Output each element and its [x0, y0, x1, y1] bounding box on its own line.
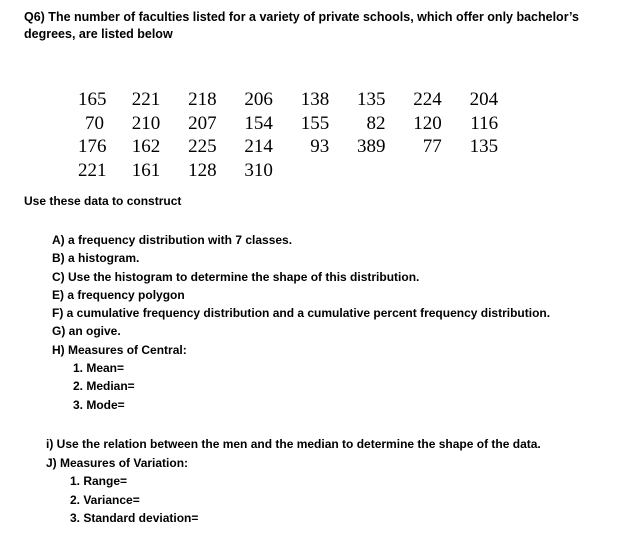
data-row	[78, 112, 500, 136]
variation-measure-item: 2. Variance=	[70, 492, 140, 507]
data-row	[78, 88, 500, 112]
data-cell: 221	[131, 89, 161, 110]
instruction-text: Use these data to construct	[24, 194, 182, 208]
data-cell: 221	[78, 159, 107, 181]
task-item: B) a histogram.	[52, 251, 140, 266]
task-item: i) Use the relation between the men and the median to determine the shape of the data.	[46, 437, 541, 451]
data-cell: 154	[244, 112, 273, 134]
data-cell: 120	[413, 112, 442, 134]
data-cell: 210	[131, 112, 161, 134]
data-cell: 389	[356, 136, 386, 157]
task-item: H) Measures of Central:	[52, 342, 187, 357]
question-title: Q6) The number of faculties listed for a variety of private schools, which offer only bachelor’s degrees, are listed below	[24, 10, 579, 41]
task-list	[52, 231, 550, 414]
data-cell: 214	[244, 136, 273, 157]
data-cell: 135	[356, 89, 386, 110]
data-cell: 70	[85, 112, 104, 134]
data-cell: 218	[188, 89, 217, 110]
data-cell: 82	[366, 112, 386, 134]
data-row	[78, 135, 500, 159]
central-measure-item: 2. Median=	[73, 379, 135, 394]
data-row	[78, 159, 500, 183]
data-cell: 128	[188, 159, 217, 181]
task-item: F) a cumulative frequency distribution and a cumulative percent frequency distribution.	[52, 306, 551, 321]
task-item: E) a frequency polygon	[52, 287, 185, 302]
task-item: C) Use the histogram to determine the shape of this distribution.	[52, 269, 420, 284]
data-cell: 93	[310, 136, 330, 157]
task-item: G) an ogive.	[52, 324, 121, 339]
data-cell: 155	[300, 112, 330, 134]
task-item: J) Measures of Variation:	[46, 455, 189, 470]
data-cell: 161	[131, 159, 161, 181]
data-cell: 310	[244, 159, 273, 181]
variation-measure-item: 1. Range=	[70, 474, 128, 489]
task-item: A) a frequency distribution with 7 classes.	[52, 233, 293, 247]
data-table	[78, 88, 500, 182]
data-cell: 176	[78, 136, 107, 157]
data-cell: 206	[244, 89, 273, 110]
data-cell: 162	[131, 136, 161, 157]
data-cell: 138	[300, 89, 330, 110]
central-measure-item: 3. Mode=	[73, 397, 125, 412]
data-cell: 224	[413, 89, 442, 110]
central-measure-item: 1. Mean=	[73, 361, 125, 376]
task-list-part2	[46, 435, 541, 528]
data-cell: 165	[78, 89, 107, 110]
data-cell: 116	[470, 112, 499, 134]
variation-measure-item: 3. Standard deviation=	[70, 511, 199, 526]
data-cell: 207	[188, 112, 217, 134]
data-cell: 77	[422, 136, 442, 157]
data-cell: 225	[188, 136, 217, 157]
data-cell: 204	[469, 89, 499, 110]
data-cell: 135	[469, 136, 499, 157]
